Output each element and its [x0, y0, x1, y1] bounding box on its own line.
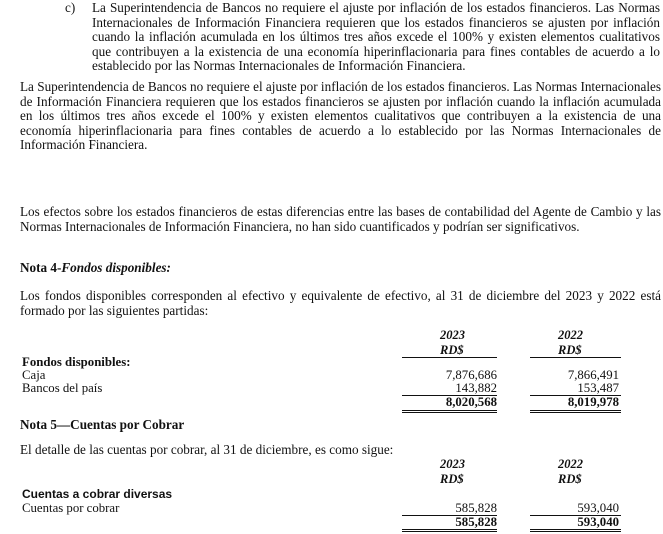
total-rule-a-2022: [530, 410, 621, 411]
total-rule-a-2023: [402, 410, 497, 411]
nota-5-heading: Nota 5—Cuentas por Cobrar: [20, 417, 185, 432]
list-item-text: La Superintendencia de Bancos no requiere el ajuste por inflación de los estados financieros. Las Normas Internacionales de Información Financiera requieren que los estados financieros se ajusten por inflación cuando la inflación acumulada en los últimos tres años excede el 100% y existen elementos cualitativos que contribuyen a la existencia de una economía hiperinflacionaria para fines contables de acuerdo a lo establecido por las Normas Internacionales de Información Financiera.: [92, 0, 660, 74]
col5-currency-2022: RD$: [558, 472, 582, 486]
col-currency-2023: RD$: [440, 343, 464, 357]
header-rule-2023: [402, 357, 497, 358]
paragraph-effects: Los efectos sobre los estados financieros de estas diferencias entre las bases de contabilidad del Agente de Cambio y las Normas Internacionales de Información Financiera, no han sido cuantificados y podrían ser significativos.: [20, 204, 661, 234]
nota-4-prefix: Nota 4-: [20, 260, 62, 275]
section-label-fondos: Fondos disponibles:: [22, 355, 131, 369]
total-rule-b-2022: [530, 412, 621, 413]
paragraph-inflation: La Superintendencia de Bancos no requiere el ajuste por inflación de los estados financieros. Las Normas Internacionales de Información Financiera requieren que los estados financieros se ajusten por inflación cuando la inflación acumulada en los últimos tres años excede el 100% y existen elementos cualitativos que contribuyen a la existencia de una economía hiperinflacionaria para fines contables de acuerdo a lo establecido por las Normas Internacionales de Información Financiera.: [20, 79, 661, 153]
nota-4-title: Fondos disponibles:: [61, 260, 171, 275]
row-label-bancos: Bancos del país: [22, 381, 103, 395]
col5-currency-2023: RD$: [440, 472, 464, 486]
nota-4-intro: Los fondos disponibles corresponden al efectivo y equivalente de efectivo, al 31 de diciembre del 2023 y 2022 está formado por las siguientes partidas:: [20, 288, 661, 318]
cell-cuentas-2022: 593,040: [577, 501, 619, 515]
col5-year-2022: 2022: [558, 457, 583, 471]
nota-5-intro: El detalle de las cuentas por cobrar, al 31 de diciembre, es como sigue:: [20, 442, 394, 457]
total5-2022: 593,040: [577, 515, 619, 529]
total5-rule-b-2022: [530, 531, 621, 532]
col-currency-2022: RD$: [558, 343, 582, 357]
total5-rule-a-2023: [402, 529, 497, 530]
list-marker: c): [65, 0, 76, 15]
cell-cuentas-2023: 585,828: [455, 501, 497, 515]
col5-year-2023: 2023: [440, 457, 465, 471]
total-rule-b-2023: [402, 412, 497, 413]
cell-caja-2022: 7,866,491: [567, 368, 619, 382]
col-year-2023: 2023: [440, 328, 465, 342]
header-rule-2022: [530, 357, 621, 358]
section-label-cuentas: Cuentas a cobrar diversas: [22, 487, 173, 501]
total-2022: 8,019,978: [567, 395, 619, 409]
total5-2023: 585,828: [455, 515, 497, 529]
list-item-c: [65, 0, 660, 74]
col-year-2022: 2022: [558, 328, 583, 342]
total5-rule-b-2023: [402, 531, 497, 532]
row-label-caja: Caja: [22, 368, 46, 382]
total5-rule-a-2022: [530, 529, 621, 530]
nota-4-heading: [20, 260, 171, 276]
row-label-cuentas: Cuentas por cobrar: [22, 501, 120, 515]
cell-bancos-2022: 153,487: [577, 381, 619, 395]
cell-bancos-2023: 143,882: [455, 381, 497, 395]
cell-caja-2023: 7,876,686: [445, 368, 497, 382]
total-2023: 8,020,568: [445, 395, 497, 409]
